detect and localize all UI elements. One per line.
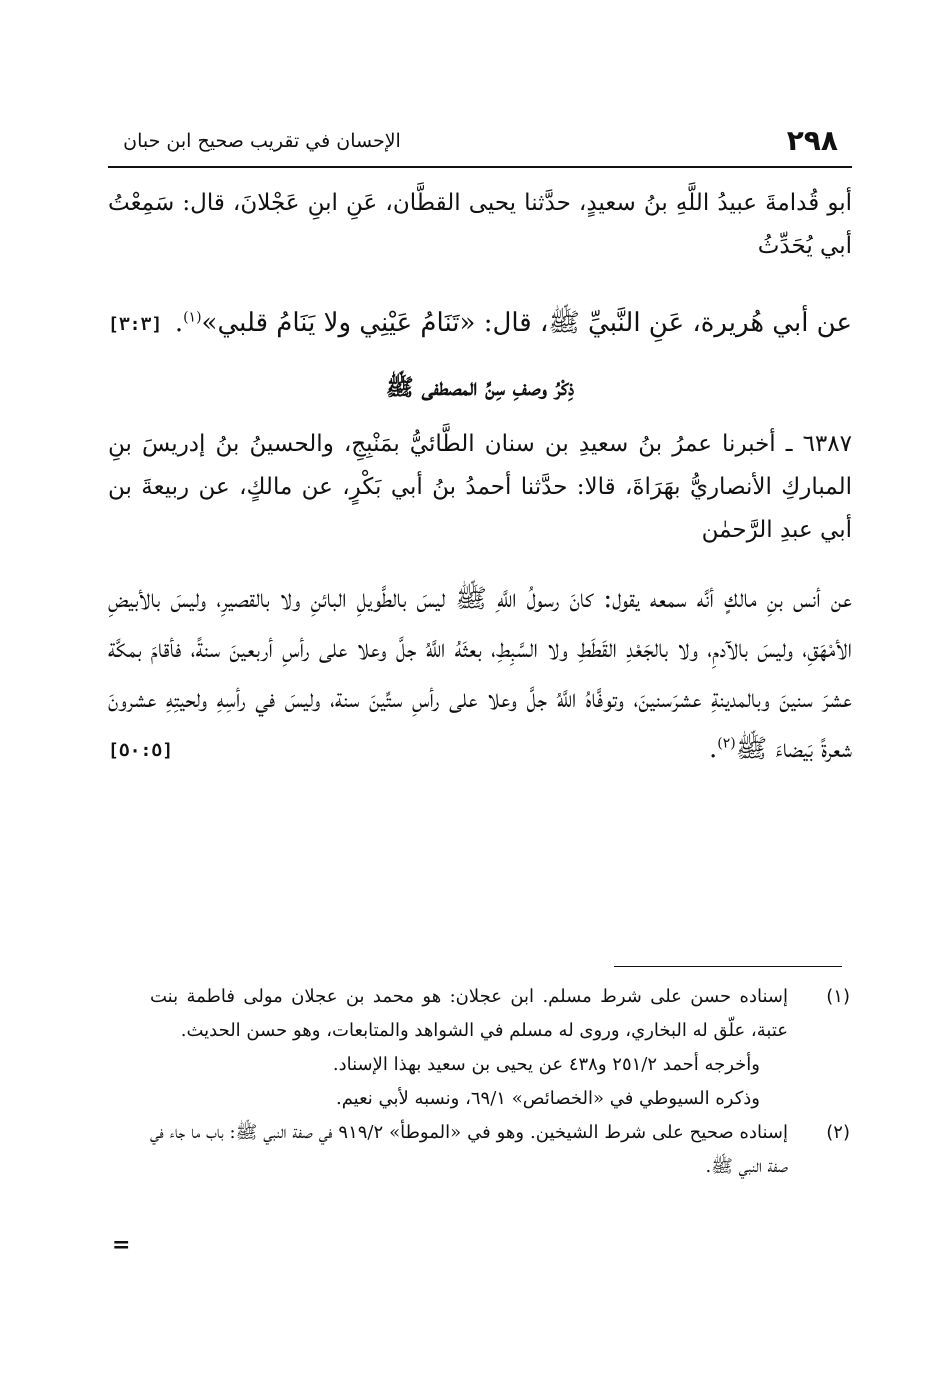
matn-1 (108, 298, 852, 348)
footnote-text: إسناده صحيح على شرط الشيخين. وهو في «الموطأ» ٩١٩/٢ في صفة النبي ﷺ: باب ما جاء في صفة النبي ﷺ. (150, 1122, 788, 1177)
footnote-number: (٢) (826, 1122, 850, 1143)
footnote-text: وذكره السيوطي في «الخصائص» ٦٩/١، ونسبه لأبي نعيم. (335, 1088, 760, 1109)
matn-2 (108, 574, 852, 774)
footnote-text: إسناده حسن على شرط مسلم. ابن عجلان: هو محمد بن عجلان مولى فاطمة بنت عتبة، علّق له البخاري، وروى له مسلم في الشواهد والمتابعات، وهو حسن الحديث. (150, 986, 788, 1041)
running-title: الإحسان في تقريب صحيح ابن حبان (123, 130, 401, 152)
footnotes (150, 980, 850, 1184)
footnote-1 (150, 980, 850, 1048)
footnote-2 (150, 1116, 850, 1184)
footnote-ref-2: (٢) (717, 735, 736, 752)
footnote-ref-1: (١) (183, 309, 202, 326)
matn-2-end: . (709, 734, 718, 764)
page-header (112, 118, 850, 166)
main-text (108, 182, 852, 776)
reference-2: [٥٠:٥] (108, 740, 174, 761)
footnote-rule (614, 966, 842, 967)
continuation-mark: = (112, 1232, 131, 1258)
header-rule (108, 166, 852, 168)
section-heading: ذِكْرُ وصفِ سِنِّ المصطفى ﷺ (385, 374, 575, 401)
footnote-number: (١) (826, 986, 850, 1007)
matn-2-text: عن أنس بنِ مالكٍ أنَّه سمعه يقول: كانَ رسولُ اللَّهِ ﷺ ليسَ بالطَّويلِ البائنِ ولا بالقصيرِ، وليسَ بالأبيضِ الأمْهَقِ، وليسَ بالآدمِ، ولا بالجَعْدِ القَطَطِ ولا السَّبِطِ، بعثَهُ اللَّهُ جلَّ وعلا على رأسِ أربعينَ سنةً، فأقامَ بمكَّة عشرَ سنينَ وبالمدينةِ عشرَسنينَ، وتوفَّاهُ اللَّهُ جلَّ وعلا على رأسِ ستِّينَ سنة، وليسَ في رأسِهِ ولحيتِهِ عشرونَ شعرةً بَيضاءَ ﷺ (108, 584, 852, 764)
matn-1-end: . (174, 308, 184, 338)
footnote-1-continuation (150, 1082, 850, 1116)
isnad-2: ٦٣٨٧ ـ أخبرنا عمرُ بنُ سعيدِ بن سنان الطَّائيُّ بمَنْبِجِ، والحسينُ بنُ إدريسَ بنِ المباركِ الأنصاريُّ بهَرَاةَ، قالا: حدَّثنا أحمدُ بنُ أبي بَكْرٍ، عن مالكٍ، عن ربيعةَ بن أبي عبدِ الرَّحمٰن (108, 431, 852, 543)
matn-1-text: عن أبي هُريرة، عَنِ النَّبيِّ ﷺ، قال: «تَنَامُ عَيْنِي ولا يَنَامُ قلبي» (201, 308, 852, 338)
footnote-1-continuation (150, 1048, 850, 1082)
reference-1: [٣:٣] (108, 314, 163, 335)
page-number: ٢٩٨ (786, 124, 838, 157)
footnote-text: وأخرجه أحمد ٢٥١/٢ و٤٣٨ عن يحيى بن سعيد بهذا الإسناد. (332, 1054, 760, 1075)
isnad-1: أبو قُدامةَ عبيدُ اللَّهِ بنُ سعيدٍ، حدَّثنا يحيى القطَّان، عَنِ ابنِ عَجْلانَ، قال: سَمِعْتُ أبي يُحَدِّثُ (108, 190, 852, 259)
